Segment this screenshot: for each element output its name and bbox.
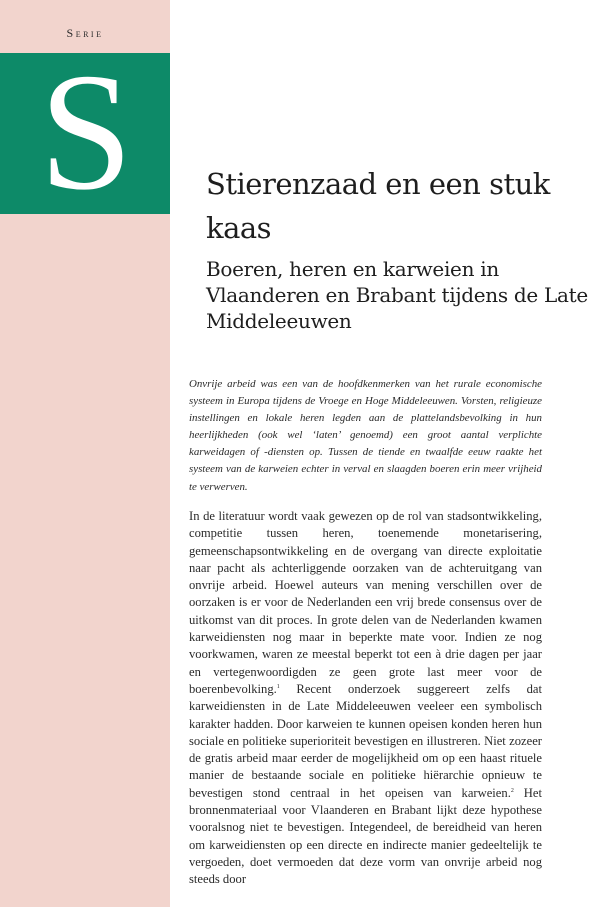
- initial-letter: S: [39, 39, 133, 225]
- article-abstract: Onvrije arbeid was een van de hoofdkenmerken van het rurale economische systeem in Europa tijdens de Vroege en Hoge Middeleeuwen. Vorsten, religieuze instellingen en lokale heren legden aan de plattelandsbevolking in hun heerlijkheden (ook wel ‘laten’ genoemd) een groot aantal verplichte karweidagen of -diensten op. Tussen de tiende en twaalfde eeuw raakte het systeem van de karweien echter in verval en slaagden boeren erin meer vrijheid te verwerven.: [189, 378, 542, 493]
- article-subtitle: Boeren, heren en karweien in Vlaanderen en Brabant tijdens de Late Middeleeuwen: [206, 257, 588, 333]
- article-title: Stierenzaad en een stuk kaas: [206, 167, 550, 245]
- body-text-part-3: Het bronnenmateriaal voor Vlaanderen en Brabant lijkt deze hypothese vooralsnog niet te bevestigen. Integendeel, de bereidheid van heren om karweidiensten op een directe en indirecte manier gedeeltelijk te vergoeden, doet vermoeden dat deze vorm van onvrije arbeid nog steeds door: [189, 785, 542, 887]
- footnote-marker-1[interactable]: 1: [276, 683, 280, 690]
- footnote-marker-2[interactable]: 2: [510, 787, 514, 794]
- series-label: Serie: [66, 26, 104, 40]
- body-text-part-2: Recent onderzoek suggereert zelfs dat karweidiensten in de Late Middeleeuwen veeleer een symbolisch karakter hadden. Door karweien te kunnen opeisen konden heren hun sociale en politieke superioriteit bevestigen en illustreren. Niet zozeer de gratis arbeid maar eerder de mogelijkheid om op een haast rituele manier de bestaande sociale en politieke hiërarchie opnieuw te bevestigen stond centraal in het opeisen van karweien.: [189, 681, 542, 800]
- article-body: [189, 508, 542, 889]
- body-text-part-1: In de literatuur wordt vaak gewezen op de rol van stadsontwikkeling, competitie tussen heren, toenemende monetarisering, gemeenschapsontwikkeling en de overgang van directe exploitatie naar pacht als achterliggende oorzaken van de achteruitgang van onvrije arbeid. Hoewel auteurs van mening verschillen over de oorzaken is er voor de Nederlanden een vrij brede consensus over de uitkomst van dit proces. In grote delen van de Nederlanden kwamen karweidiensten nog maar in beperkte mate voor. Indien ze nog voorkwamen, waren ze meestal beperkt tot een à drie dagen per jaar en vertegenwoordigden ze geen grote last meer voor de boerenbevolking.: [189, 509, 542, 696]
